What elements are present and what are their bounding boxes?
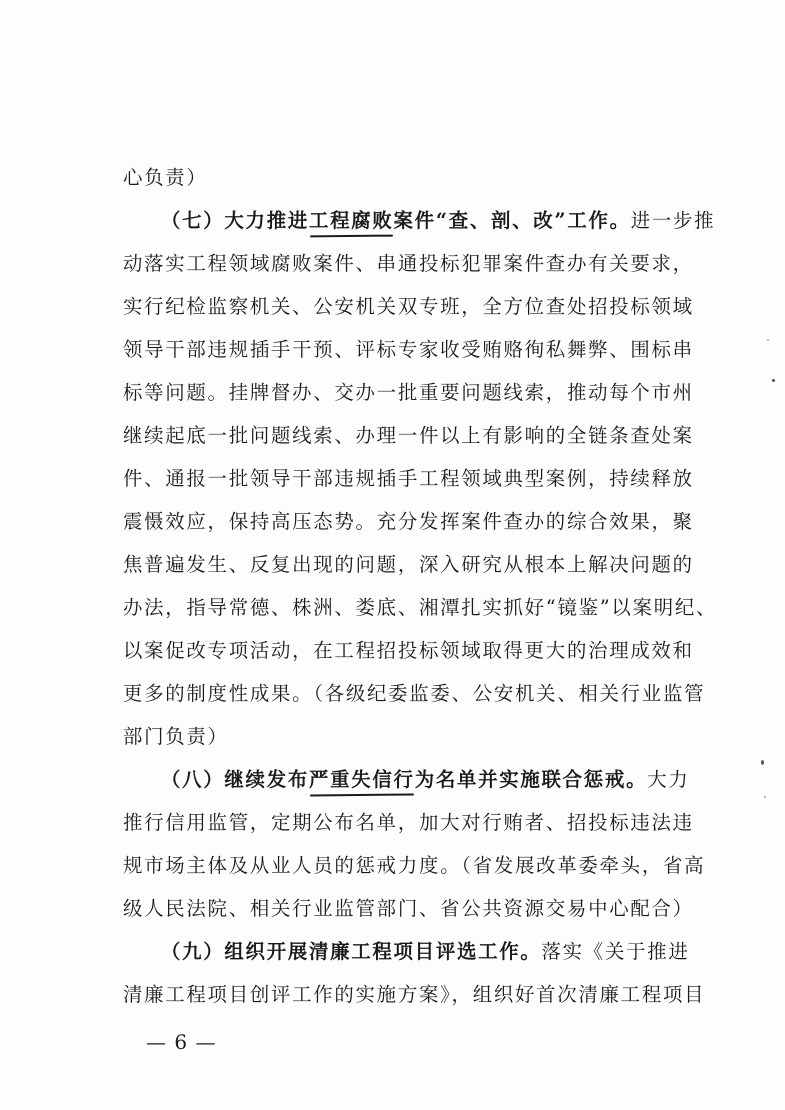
paragraph-text: 进一步推 xyxy=(630,209,716,232)
text-line: 继续起底一批问题线索、办理一件以上有影响的全链条查处案 xyxy=(123,424,694,447)
text-line: 规市场主体及从业人员的惩戒力度。（省发展改革委牵头，省高 xyxy=(123,854,706,877)
page-number: — 6 — xyxy=(146,1030,217,1054)
heading-text: 为名单并实施联合惩戒。 xyxy=(414,768,648,791)
text-line: 更多的制度性成果。（各级纪委监委、公安机关、相关行业监管 xyxy=(123,682,706,705)
text-line: 领导干部违规插手干预、评标专家收受贿赂徇私舞弊、围标串 xyxy=(123,338,694,361)
paragraph-7-heading xyxy=(161,209,631,232)
text-line: 动落实工程领域腐败案件、串通投标犯罪案件查办有关要求， xyxy=(123,252,694,275)
heading-text: （八）继续发布 xyxy=(161,768,309,791)
paragraph-text: 落实《关于推进 xyxy=(541,940,690,963)
underlined-handwritten-mark: 工程腐败 xyxy=(308,209,394,232)
paragraph-text: 大力 xyxy=(647,768,690,791)
text-line: 实行纪检监察机关、公安机关双专班，全方位查处招投标领域 xyxy=(123,295,694,318)
heading-text: 案件“查、剖、改”工作。 xyxy=(393,209,631,232)
paragraph-9-heading: （九）组织开展清廉工程项目评选工作。 xyxy=(161,940,542,963)
text-line: 办法，指导常德、株洲、娄底、湘潭扎实抓好“镜鉴”以案明纪、 xyxy=(123,596,718,619)
underlined-handwritten-mark: 严重失信行 xyxy=(308,768,415,791)
text-line: 标等问题。挂牌督办、交办一批重要问题线索，推动每个市州 xyxy=(123,381,694,404)
paragraph-9-first-line xyxy=(161,940,690,964)
text-line: 部门负责） xyxy=(123,725,229,748)
text-line: 推行信用监管，定期公布名单，加大对行贿者、招投标违法违 xyxy=(123,811,694,834)
scan-speck xyxy=(772,379,775,382)
text-line: 以案促改专项活动，在工程招投标领域取得更大的治理成效和 xyxy=(123,639,694,662)
paragraph-8-heading xyxy=(161,768,647,791)
scan-speck xyxy=(764,796,766,798)
heading-text: （七）大力推进 xyxy=(161,209,309,232)
paragraph-8-first-line xyxy=(161,768,690,792)
text-line: 震慑效应，保持高压态势。充分发挥案件查办的综合效果，聚 xyxy=(123,510,694,533)
text-line: 件、通报一批领导干部违规插手工程领域典型案例，持续释放 xyxy=(123,467,694,490)
paragraph-7-first-line xyxy=(161,209,715,233)
scan-speck xyxy=(761,760,764,765)
text-line: 级人民法院、相关行业监管部门、省公共资源交易中心配合） xyxy=(123,897,694,920)
text-line: 心负责） xyxy=(123,166,208,189)
scan-speck xyxy=(767,339,769,341)
text-line: 清廉工程项目创评工作的实施方案》，组织好首次清廉工程项目 xyxy=(123,983,706,1006)
text-line: 焦普遍发生、反复出现的问题，深入研究从根本上解决问题的 xyxy=(123,553,694,576)
